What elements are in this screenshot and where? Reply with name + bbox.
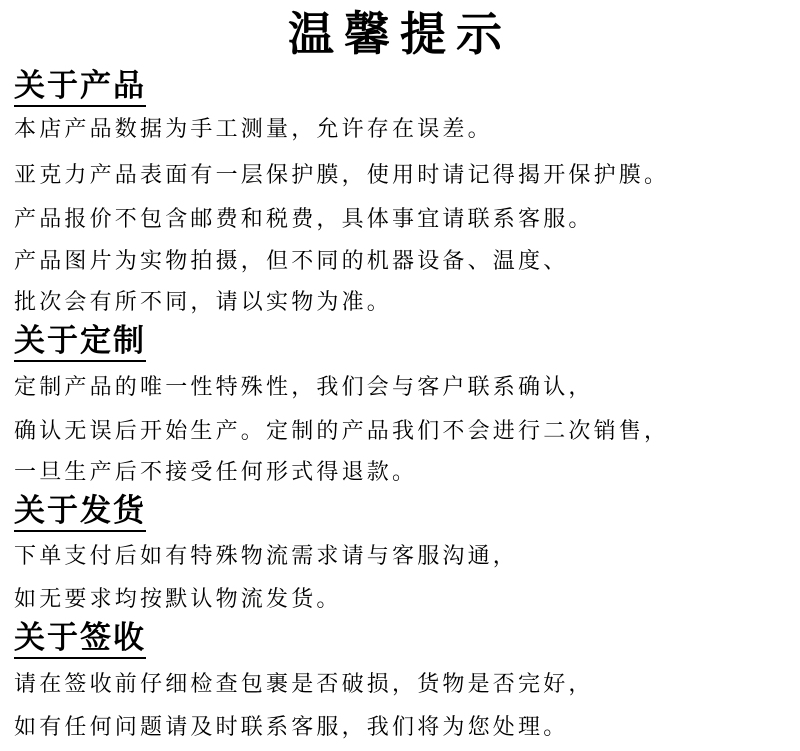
- custom-line-1: 定制产品的唯一性特殊性，我们会与客户联系确认，: [14, 375, 594, 400]
- product-line-5: 批次会有所不同，请以实物为准。: [14, 290, 393, 315]
- section-heading-custom: 关于定制: [14, 323, 146, 362]
- product-line-2: 亚克力产品表面有一层保护膜，使用时请记得揭开保护膜。: [14, 163, 670, 188]
- page-title: 温馨提示: [288, 7, 512, 61]
- custom-line-2: 确认无误后开始生产。定制的产品我们不会进行二次销售，: [14, 419, 670, 444]
- product-line-1: 本店产品数据为手工测量，允许存在误差。: [14, 117, 493, 142]
- shipping-line-1: 下单支付后如有特殊物流需求请与客服沟通，: [14, 544, 519, 569]
- receipt-line-1: 请在签收前仔细检查包裹是否破损，货物是否完好，: [14, 672, 594, 697]
- custom-line-3: 一旦生产后不接受任何形式得退款。: [14, 460, 418, 485]
- product-line-4: 产品图片为实物拍摄，但不同的机器设备、温度、: [14, 249, 569, 274]
- shipping-line-2: 如无要求均按默认物流发货。: [14, 587, 342, 612]
- receipt-line-2: 如有任何问题请及时联系客服，我们将为您处理。: [14, 715, 569, 740]
- product-line-3: 产品报价不包含邮费和税费，具体事宜请联系客服。: [14, 207, 594, 232]
- section-heading-product: 关于产品: [14, 68, 146, 107]
- section-heading-shipping: 关于发货: [14, 493, 146, 532]
- section-heading-receipt: 关于签收: [14, 620, 146, 659]
